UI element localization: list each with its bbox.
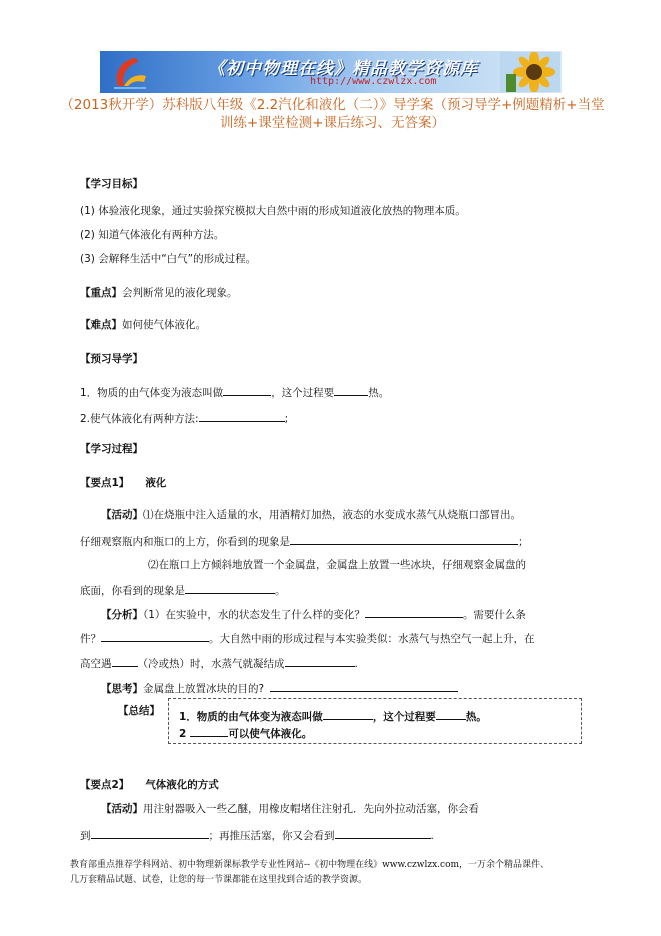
punct: .	[354, 658, 358, 670]
point2-activity-2	[80, 827, 434, 844]
goal-item-2: (2) 知道气体液化有两种方法。	[80, 229, 225, 241]
goals-heading: 【学习目标】	[80, 178, 143, 190]
point2-activity-text: 用注射器吸入一些乙醚，用橡皮帽堵住注射孔．先向外拉动活塞，你会看	[143, 803, 479, 815]
point1-activity-1	[101, 508, 521, 523]
think-text: 金属盘上放置冰块的目的?	[143, 683, 265, 695]
point2-heading	[80, 778, 219, 793]
analysis-3a-text: 高空遇	[80, 658, 112, 670]
point1-analysis-3	[80, 655, 358, 672]
summary-2a-text: 2	[179, 728, 187, 740]
point2-label: 【要点2】	[80, 779, 130, 791]
point1-heading	[80, 476, 166, 491]
preview-q1-text-3: 热。	[368, 387, 390, 399]
blank[interactable]	[199, 410, 285, 422]
summary-1c-text: 热。	[465, 711, 487, 723]
point1-label: 【要点1】	[80, 477, 130, 489]
blank[interactable]	[285, 655, 355, 667]
point1-title: 液化	[145, 477, 167, 489]
blank[interactable]	[334, 384, 368, 396]
preview-q1-text: 1．物质的由气体变为液态叫做	[80, 387, 224, 399]
preview-q1	[80, 384, 389, 401]
point2-activity-2a: 到	[80, 830, 91, 842]
difficulty-text: 如何使气体液化。	[122, 319, 206, 331]
point1-analysis-2	[80, 630, 535, 647]
summary-line-1	[179, 708, 487, 724]
point2-activity-1	[101, 802, 479, 817]
key-point-label: 【重点】	[80, 287, 122, 299]
blank[interactable]	[335, 827, 431, 839]
preview-q2	[80, 410, 288, 427]
key-point	[80, 286, 238, 301]
sunflower-icon	[500, 52, 560, 92]
blank[interactable]	[190, 725, 228, 737]
summary-label: 【总结】	[118, 705, 160, 717]
blank[interactable]	[223, 384, 271, 396]
blank[interactable]	[436, 708, 466, 720]
analysis-label: 【分析】	[101, 609, 143, 621]
process-heading: 【学习过程】	[80, 443, 143, 455]
preview-q1-text-2: ，这个过程要	[271, 387, 335, 399]
point1-activity-2b	[80, 582, 286, 599]
summary-1a-text: 1．物质的由气体变为液态叫做	[179, 711, 323, 723]
punct: .	[430, 830, 434, 842]
summary-line-2	[179, 725, 312, 741]
activity-1b-text: 仔细观察瓶内和瓶口的上方，你看到的现象是	[80, 536, 290, 548]
page-footer	[70, 858, 610, 888]
analysis-1b-text: 。需要什么条	[462, 609, 526, 621]
blank[interactable]	[101, 630, 209, 642]
preview-q2-text-2: ;	[284, 413, 289, 425]
blank[interactable]	[91, 827, 209, 839]
preview-heading: 【预习导学】	[80, 353, 143, 365]
summary-1b-text: ，这个过程要	[372, 711, 436, 723]
goal-item-3: (3) 会解释生活中“白气”的形成过程。	[80, 253, 257, 265]
blank[interactable]	[323, 708, 373, 720]
activity-2b-text: 底面，你看到的现象是	[80, 585, 185, 597]
analysis-2b-text: 。大自然中雨的形成过程与本实验类似：水蒸气与热空气一起上升，在	[209, 633, 535, 645]
footer-line-1: 教育部重点推荐学科网站、初中物理新课标教学专业性网站--《初中物理在线》www.czwlzx.com，一万余个精品课件、	[70, 860, 550, 870]
point2-activity-2b: ；再推压活塞，你又会看到	[208, 830, 335, 842]
activity-label: 【活动】	[101, 509, 143, 521]
analysis-3b-text: （冷或热）时，水蒸气就凝结成	[137, 658, 285, 670]
punct: 。	[275, 585, 286, 597]
key-point-text: 会判断常见的液化现象。	[122, 287, 238, 299]
point1-activity-1b	[80, 533, 529, 550]
footer-line-2: 几万套精品试题、试卷，让您的每一节课都能在这里找到合适的教学资源。	[70, 875, 368, 885]
point1-think	[101, 680, 458, 697]
banner-title: 《初中物理在线》精品教学资源库	[208, 59, 478, 79]
point1-analysis-1	[101, 606, 526, 623]
think-label: 【思考】	[101, 683, 143, 695]
blank[interactable]	[270, 680, 458, 692]
blank[interactable]	[185, 582, 275, 594]
logo-icon	[106, 54, 150, 90]
goal-item-1: (1) 体验液化现象，通过实验探究模拟大自然中雨的形成知道液化放热的物理本质。	[80, 205, 466, 217]
blank[interactable]	[365, 606, 463, 618]
banner-url: http://www.czwlzx.com	[310, 76, 437, 87]
header-banner	[100, 51, 562, 93]
summary-box	[168, 698, 582, 744]
difficulty	[80, 318, 206, 333]
analysis-2a-text: 件？	[80, 633, 101, 645]
point1-activity-2: ⑵在瓶口上方倾斜地放置一个金属盘，金属盘上放置一些冰块，仔细观察金属盘的	[148, 559, 526, 571]
analysis-1-text: （1）在实验中，水的状态发生了什么样的变化？	[143, 609, 365, 621]
blank[interactable]	[112, 655, 138, 667]
difficulty-label: 【难点】	[80, 319, 122, 331]
preview-q2-text: 2.使气体液化有两种方法:	[80, 413, 199, 425]
activity-1-text: ⑴在烧瓶中注入适量的水，用酒精灯加热，液态的水变成水蒸气从烧瓶口部冒出。	[143, 509, 521, 521]
summary-2b-text: 可以使气体液化。	[228, 728, 313, 740]
document-title: （2013秋开学）苏科版八年级《2.2汽化和液化（二）》导学案（预习导学+例题精析+当堂训练+课堂检测+课后练习、无答案）	[60, 97, 605, 131]
point2-title: 气体液化的方式	[145, 779, 219, 791]
punct: ；	[518, 536, 529, 548]
activity-label: 【活动】	[101, 803, 143, 815]
blank[interactable]	[290, 533, 518, 545]
